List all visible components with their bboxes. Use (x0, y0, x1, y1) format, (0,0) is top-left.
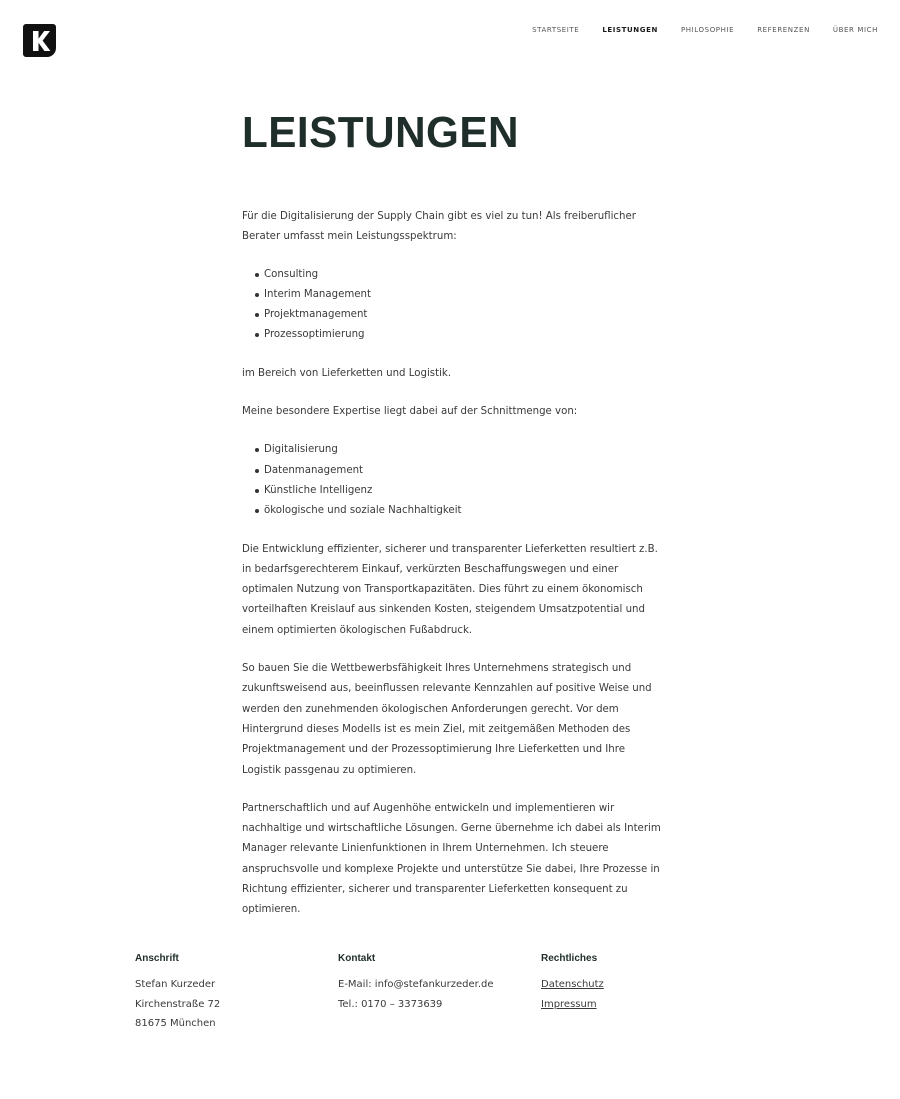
footer-legal-column (541, 950, 744, 1034)
site-logo[interactable] (23, 24, 56, 57)
footer-heading: Anschrift (135, 953, 179, 964)
paragraph: Die Entwicklung effizienter, sicherer und transparenter Lieferketten resultiert z.B. in bedarfsgerechterem Einkauf, verkürzten Beschaffungswegen und einer optimalen Nutzung von Transportkapazitäten. Dies führt zu einem ökonomisch vorteilhaften Kreislauf aus sinkenden Kosten, steigendem Umsatzpotential und einem optimierten ökologischen Fußabdruck. (242, 543, 658, 636)
intro-text: Für die Digitalisierung der Supply Chain gibt es viel zu tun! Als freiberuflicher Berater umfasst mein Leistungsspektrum: (242, 211, 636, 243)
footer-address-column (135, 950, 338, 1034)
nav-item-leistungen[interactable]: LEISTUNGEN (602, 26, 658, 34)
nav-item-startseite[interactable]: STARTSEITE (532, 26, 580, 34)
k-logo-icon (29, 29, 51, 53)
list-item: Consulting (264, 265, 662, 285)
address-city: 81675 München (135, 1018, 216, 1029)
footer-contact-column (338, 950, 541, 1034)
list-item: Künstliche Intelligenz (264, 481, 662, 501)
list-item: ökologische und soziale Nachhaltigkeit (264, 501, 662, 521)
privacy-link[interactable]: Datenschutz (541, 979, 604, 990)
contact-email: E-Mail: info@stefankurzeder.de (338, 979, 494, 990)
list-item: Projektmanagement (264, 305, 662, 325)
expertise-intro-text: Meine besondere Expertise liegt dabei auf der Schnittmenge von: (242, 406, 578, 418)
site-footer (135, 950, 775, 1034)
address-street: Kirchenstraße 72 (135, 998, 221, 1010)
page-title: LEISTUNGEN (242, 108, 520, 157)
main-navigation (509, 25, 878, 35)
paragraph: So bauen Sie die Wettbewerbsfähigkeit Ihres Unternehmens strategisch und zukunftsweisend aus, beeinflussen relevante Kennzahlen auf positive Weise und werden den zunehmenden ökologischen Anforderungen gerecht. Vor dem Hintergrund dieses Modells ist es mein Ziel, mit zeitgemäßen Methoden des Projektmanagement und der Prozessoptimierung Ihre Lieferketten und Ihre Logistik passgenau zu optimieren. (242, 663, 652, 776)
main-content (242, 105, 662, 921)
nav-item-ueber-mich[interactable]: ÜBER MICH (832, 26, 878, 34)
list-item: Interim Management (264, 285, 662, 305)
contact-phone: Tel.: 0170 – 3373639 (338, 998, 443, 1010)
address-name: Stefan Kurzeder (135, 979, 216, 990)
expertise-list (242, 440, 662, 521)
services-list (242, 265, 662, 346)
footer-heading: Kontakt (338, 953, 376, 964)
list-item: Datenmanagement (264, 461, 662, 481)
paragraph: Partnerschaftlich und auf Augenhöhe entwickeln und implementieren wir nachhaltige und wirtschaftliche Lösungen. Gerne übernehme ich dabei als Interim Manager relevante Linienfunktionen in Ihrem Unternehmen. Ich steuere anspruchsvolle und komplexe Projekte und unterstütze Sie dabei, Ihre Prozesse in Richtung effizienter, sicherer und transparenter Lieferketten konsequent zu optimieren. (242, 802, 661, 916)
area-text: im Bereich von Lieferketten und Logistik. (242, 367, 452, 379)
imprint-link[interactable]: Impressum (541, 998, 597, 1010)
list-item: Digitalisierung (264, 440, 662, 460)
nav-item-philosophie[interactable]: PHILOSOPHIE (680, 26, 735, 34)
list-item: Prozessoptimierung (264, 325, 662, 345)
nav-item-referenzen[interactable]: REFERENZEN (757, 26, 810, 34)
footer-heading: Rechtliches (541, 953, 598, 964)
